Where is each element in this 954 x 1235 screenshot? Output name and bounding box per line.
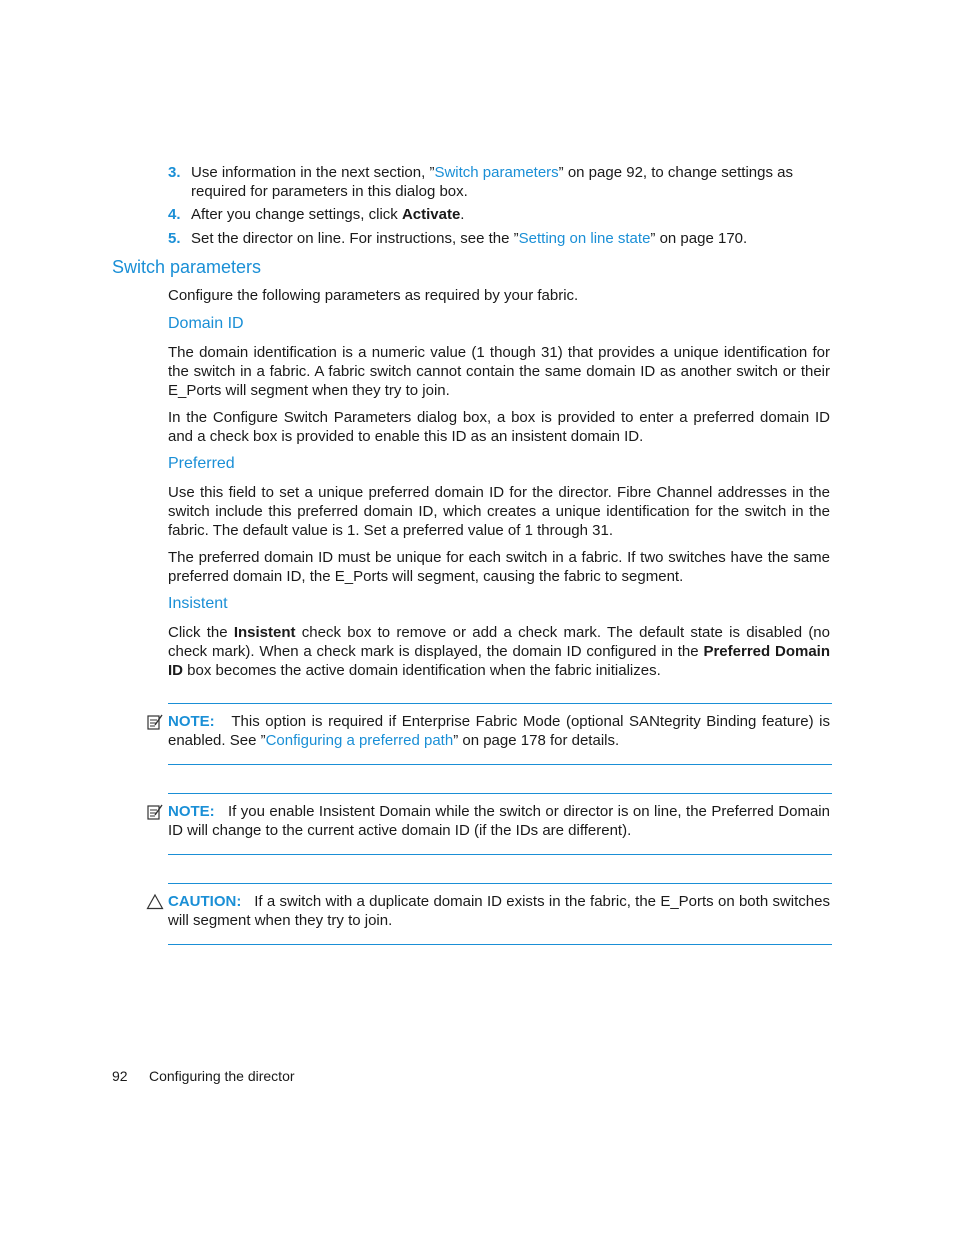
step-4-text: After you change settings, click Activate. [191,206,465,223]
section-title: Switch parameters [112,257,262,277]
divider [168,703,832,704]
note-icon [146,713,164,731]
step-5-text: Set the director on line. For instructions, see the ”Setting on line state” on page 170. [191,230,748,247]
note-1-text: NOTE: This option is required if Enterprise Fabric Mode (optional SANtegrity Binding feature) is enabled. See ”Configuring a preferred path” on page 178 for details. [168,713,830,749]
setting-on-line-state-link[interactable]: Setting on line state [518,230,651,247]
divider [168,854,832,855]
note-label: NOTE: [168,803,215,820]
preferred-paragraph-1: Use this field to set a unique preferred domain ID for the director. Fibre Channel addresses in the switch include this preferred domain ID, which creates a unique identification for the switch in the fabric. The default value is 1. Set a preferred value of 1 through 31. [168,484,830,539]
step-number: 4. [168,206,181,223]
domain-id-heading: Domain ID [168,315,244,332]
note-2-text: NOTE: If you enable Insistent Domain while the switch or director is on line, the Preferred Domain ID will change to the current active domain ID (if the IDs are different). [168,803,830,839]
insistent-heading: Insistent [168,595,228,612]
footer-chapter-title: Configuring the director [149,1068,295,1084]
activate-label: Activate [401,206,461,223]
domain-id-paragraph-2: In the Configure Switch Parameters dialog box, a box is provided to enter a preferred domain ID and a check box is provided to enable this ID as an insistent domain ID. [168,409,830,445]
divider [168,883,832,884]
domain-id-paragraph-1: The domain identification is a numeric value (1 though 31) that provides a unique identification for the switch in a fabric. A fabric switch cannot contain the same domain ID as another switch or their E_Ports will segment when they try to join. [168,344,830,399]
page-number: 92 [112,1068,128,1084]
step-number: 3. [168,164,181,181]
caution-label: CAUTION: [168,893,242,910]
note-label: NOTE: [168,713,215,730]
divider [168,764,832,765]
caution-triangle-icon [146,893,164,911]
intro-text: Configure the following parameters as required by your fabric. [168,287,579,304]
note-icon [146,803,164,821]
divider [168,793,832,794]
preferred-paragraph-2: The preferred domain ID must be unique for each switch in a fabric. If two switches have the same preferred domain ID, the E_Ports will segment, causing the fabric to segment. [168,549,830,585]
preferred-heading: Preferred [168,455,235,472]
switch-parameters-link[interactable]: Switch parameters [434,164,559,181]
insistent-paragraph: Click the Insistent check box to remove or add a check mark. The default state is disabled (no check mark). When a check mark is displayed, the domain ID configured in the Preferred Domain ID box becomes the active domain identification when the fabric initializes. [168,624,830,679]
configuring-preferred-path-link[interactable]: Configuring a preferred path [265,732,454,749]
divider [168,944,832,945]
caution-text: CAUTION: If a switch with a duplicate domain ID exists in the fabric, the E_Ports on both switches will segment when they try to join. [168,893,830,929]
step-number: 5. [168,230,181,247]
step-3-text: Use information in the next section, ”Switch parameters” on page 92, to change settings as required for parameters in this dialog box. [191,164,794,200]
